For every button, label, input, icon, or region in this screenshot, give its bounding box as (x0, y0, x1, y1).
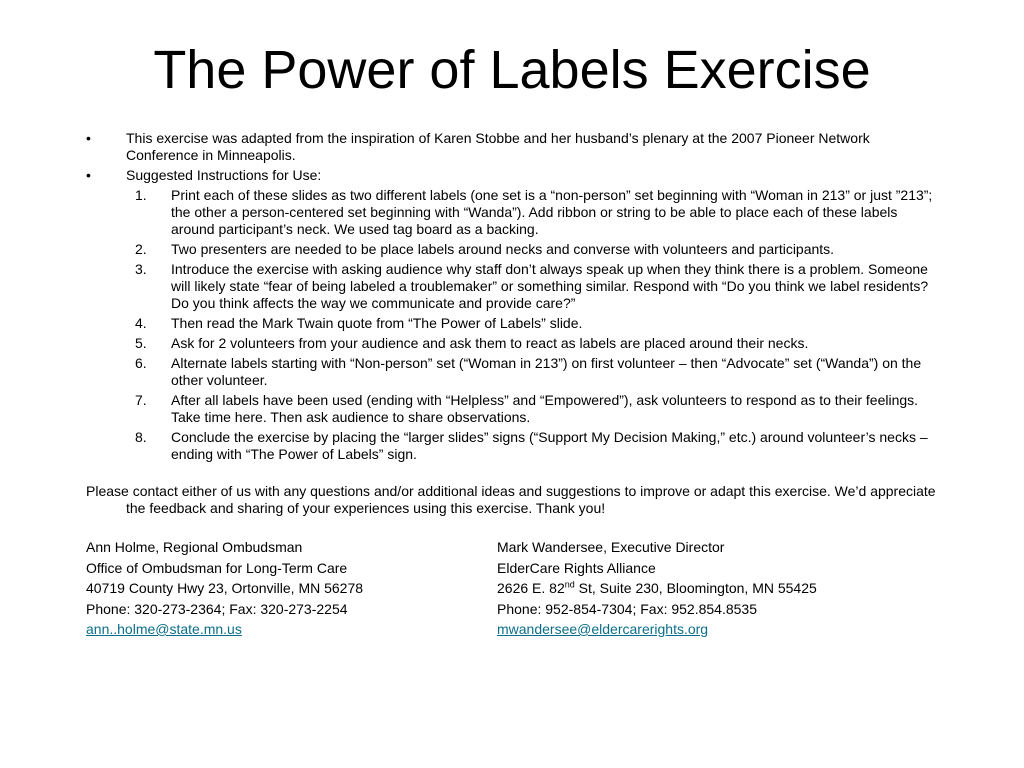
contact-name: Ann Holme, Regional Ombudsman (86, 539, 303, 555)
contact-name: Mark Wandersee, Executive Director (497, 539, 725, 555)
step-text: Print each of these slides as two different labels (one set is a “non-person” set beginning with “Woman in 213” or just ”213”; the other a person-centered set beginning with “Wanda”). Add ribbon or string to be able to place each of these labels around participant’s neck. We used tag board as a backing. (171, 187, 933, 237)
contacts-section (86, 539, 936, 649)
bullet-mark: • (86, 130, 91, 146)
step-item (126, 335, 936, 352)
step-text: Introduce the exercise with asking audience why staff don’t always speak up when they think there is a problem. Someone will likely state “fear of being labeled a troublemaker” or something similar. Respond with “Do you think we label residents? Do you think affects the way we communicate and provide care?” (171, 261, 929, 311)
address-part: St, Suite 230, Bloomington, MN 55425 (574, 580, 817, 596)
contact-organization: Office of Ombudsman for Long-Term Care (86, 559, 348, 576)
contact-email-link[interactable]: ann..holme@state.mn.us (86, 621, 242, 637)
contact-mark-wandersee (497, 539, 817, 642)
bullet-item-instructions (86, 167, 936, 463)
step-number: 6. (135, 355, 147, 371)
contact-ann-holme (86, 539, 363, 642)
contact-note: Please contact either of us with any questions and/or additional ideas and suggestions to improve or adapt this exercise. We’d appreciate the feedback and sharing of your experiences using this exercise. Thank you! (86, 483, 936, 516)
step-number: 5. (135, 335, 147, 351)
slide-body (86, 130, 936, 649)
step-number: 3. (135, 261, 147, 277)
step-item (126, 261, 936, 312)
address-part: 2626 E. 82 (497, 580, 565, 596)
bullet-text: Suggested Instructions for Use: (126, 167, 322, 183)
contact-email-link[interactable]: mwandersee@eldercarerights.org (497, 621, 709, 637)
step-number: 2. (135, 241, 147, 257)
contact-organization: ElderCare Rights Alliance (497, 559, 656, 576)
contact-address (497, 580, 817, 601)
contact-address: 40719 County Hwy 23, Ortonville, MN 56278 (86, 580, 364, 596)
bullet-text: This exercise was adapted from the inspiration of Karen Stobbe and her husband’s plenary at the 2007 Pioneer Network Conference in Minneapolis. (126, 130, 870, 163)
step-item (126, 355, 936, 389)
contact-phone: Phone: 320-273-2364; Fax: 320-273-2254 (86, 600, 348, 617)
instruction-steps-list (126, 187, 936, 463)
step-item (126, 187, 936, 238)
step-text: Alternate labels starting with “Non-person” set (“Woman in 213”) on first volunteer – then “Advocate” set (“Wanda”) on the other volunteer. (171, 355, 922, 388)
step-number: 1. (135, 187, 147, 203)
step-number: 4. (135, 315, 147, 331)
step-number: 7. (135, 392, 147, 408)
step-item (126, 241, 936, 258)
step-number: 8. (135, 429, 147, 445)
step-text: After all labels have been used (ending with “Helpless” and “Empowered”), ask volunteers to respond as to their feelings. Take time here. Then ask audience to share observations. (171, 392, 919, 425)
bullet-mark: • (86, 167, 91, 183)
page-title: The Power of Labels Exercise (153, 40, 871, 100)
address-superscript: nd (564, 579, 575, 590)
step-item (126, 392, 936, 426)
step-text: Conclude the exercise by placing the “larger slides” signs (“Support My Decision Making,” etc.) around volunteer’s necks – ending with “The Power of Labels” sign. (171, 429, 928, 462)
step-text: Then read the Mark Twain quote from “The Power of Labels” slide. (171, 315, 583, 331)
step-text: Ask for 2 volunteers from your audience and ask them to react as labels are placed around their necks. (171, 335, 809, 351)
step-item (126, 429, 936, 463)
step-text: Two presenters are needed to be place labels around necks and converse with volunteers and participants. (171, 241, 835, 257)
contact-phone: Phone: 952-854-7304; Fax: 952.854.8535 (497, 600, 757, 617)
step-item (126, 315, 936, 332)
bullet-item-source (86, 130, 936, 164)
